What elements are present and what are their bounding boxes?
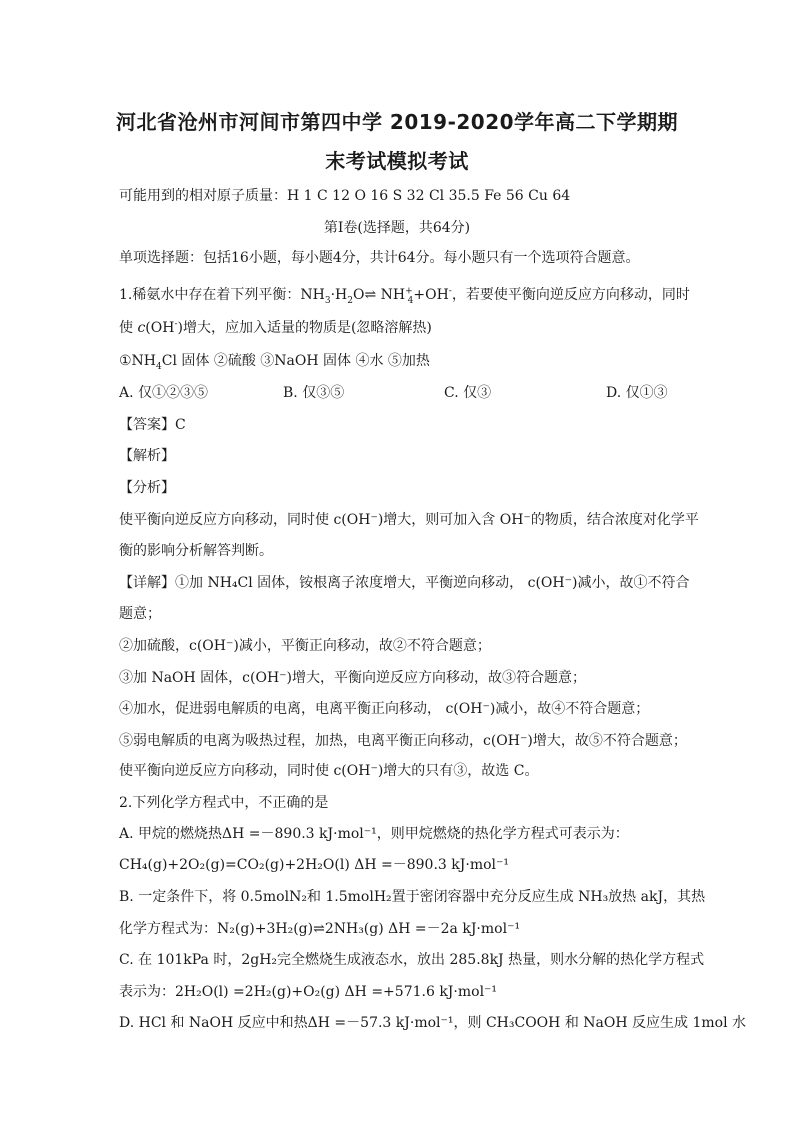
- title-line-1: 河北省沧州市河间市第四中学 2019-2020学年高二下学期期: [115, 110, 679, 134]
- q1-detail-4: ③加 NaOH 固体，c(OH⁻)增大，平衡向逆反应方向移动，故③符合题意；: [119, 670, 587, 686]
- q1-option-d: D. 仅①③: [606, 385, 668, 401]
- q1-analysis-1: 使平衡向逆反应方向移动，同时使 c(OH⁻)增大，则可加入含 OH⁻的物质，结合浓度对化学平: [119, 512, 699, 528]
- section-heading: 第Ⅰ卷(选择题，共64分): [323, 220, 471, 236]
- q1-item-part: ①NH: [119, 353, 157, 369]
- q2-option-d-line-1: D. HCl 和 NaOH 反应中和热ΔH =－57.3 kJ·mol⁻¹，则 CH₃COOH 和 NaOH 反应生成 1mol 水: [119, 1015, 746, 1031]
- atomic-mass-line: 可能用到的相对原子质量：H 1 C 12 O 16 S 32 Cl 35.5 Fe 56 Cu 64: [119, 188, 571, 204]
- q2-option-c-line-2: 表示为：2H₂O(l) =2H₂(g)+O₂(g) ΔH =+571.6 kJ·mol⁻¹: [119, 984, 498, 1000]
- q2-option-b-line-2: 化学方程式为：N₂(g)+3H₂(g)⇌2NH₃(g) ΔH =－2a kJ·mol⁻¹: [119, 921, 521, 937]
- q1-stem2-part: c: [137, 320, 146, 336]
- q1-stem-part: ，若要使平衡向逆反应方向移动，同时: [451, 287, 690, 303]
- q1-detail-7: 使平衡向逆反应方向移动，同时使 c(OH⁻)增大的只有③，故选 C。: [119, 763, 539, 779]
- q1-items: $①NH_4Cl$ 固体 ②硫酸 ③NaOH 固体 ④水 ⑤加热: [119, 353, 430, 372]
- q1-stem-part: ·H: [330, 287, 348, 303]
- q1-analysis-2: 衡的影响分析解答判断。: [119, 543, 273, 559]
- q1-stem2-part: (OH: [145, 320, 175, 336]
- q1-option-c: C. 仅③: [444, 385, 492, 401]
- q1-jiexi-heading: 【解析】: [119, 448, 175, 464]
- q1-answer: 【答案】C: [119, 417, 186, 433]
- q2-option-b-line-1: B. 一定条件下，将 0.5molN₂和 1.5molH₂置于密闭容器中充分反应生成 NH₃放热 akJ，其热: [119, 889, 706, 905]
- instructions: 单项选择题：包括16小题，每小题4分，共计64分。每小题只有一个选项符合题意。: [119, 250, 640, 266]
- q1-detail-6: ⑤弱电解质的电离为吸热过程，加热，电离平衡正向移动，c(OH⁻)增大，故⑤不符合题意；: [119, 733, 687, 749]
- q2-stem: 2.下列化学方程式中，不正确的是: [119, 795, 329, 811]
- q1-stem2-part: 使: [119, 320, 138, 336]
- q1-detail-3: ②加硫酸，c(OH⁻)减小，平衡正向移动，故②不符合题意；: [119, 638, 491, 654]
- q1-option-b: B. 仅③⑤: [283, 385, 345, 401]
- q1-stem-part: 1.稀氨水中存在着下列平衡：NH: [119, 287, 325, 303]
- q1-detail-1: 【详解】①加 NH₄Cl 固体，铵根离子浓度增大，平衡逆向移动， c(OH⁻)减小，故①不符合: [119, 575, 690, 591]
- q1-stem2-part: )增大，应加入适量的物质是(忽略溶解热): [177, 320, 432, 336]
- q1-stem-line-2: 使 c(OH-)增大，应加入适量的物质是(忽略溶解热): [119, 319, 432, 336]
- q2-option-a-line-2: CH₄(g)+2O₂(g)=CO₂(g)+2H₂O(l) ΔH =－890.3 kJ·mol⁻¹: [119, 857, 509, 873]
- title-line-2: 末考试模拟考试: [325, 149, 469, 173]
- q1-detail-5: ④加水，促进弱电解质的电离，电离平衡正向移动， c(OH⁻)减小，故④不符合题意；: [119, 701, 650, 717]
- q2-option-a-line-1: A. 甲烷的燃烧热ΔH =－890.3 kJ·mol⁻¹，则甲烷燃烧的热化学方程式可表示为：: [119, 826, 629, 842]
- q1-detail-2: 题意；: [119, 606, 161, 622]
- q2-option-c-line-1: C. 在 101kPa 时，2gH₂完全燃烧生成液态水，放出 285.8kJ 热量，则水分解的热化学方程式: [119, 952, 705, 968]
- q1-fenxi-heading: 【分析】: [119, 480, 175, 496]
- q1-stem-line-1: 1.稀氨水中存在着下列平衡：$NH_3\cdot H_2O\rightleftharpoons$ $NH^+_4+OH^-$，若要使平衡向逆反应方向移动，同时: [119, 286, 690, 306]
- q1-item-part: Cl 固体 ②硫酸 ③NaOH 固体 ④水 ⑤加热: [161, 353, 430, 369]
- q1-option-a: A. 仅①②③⑤: [119, 385, 209, 401]
- q1-stem-part: +OH: [413, 287, 449, 303]
- q1-stem-part: O⇌ NH: [352, 287, 406, 303]
